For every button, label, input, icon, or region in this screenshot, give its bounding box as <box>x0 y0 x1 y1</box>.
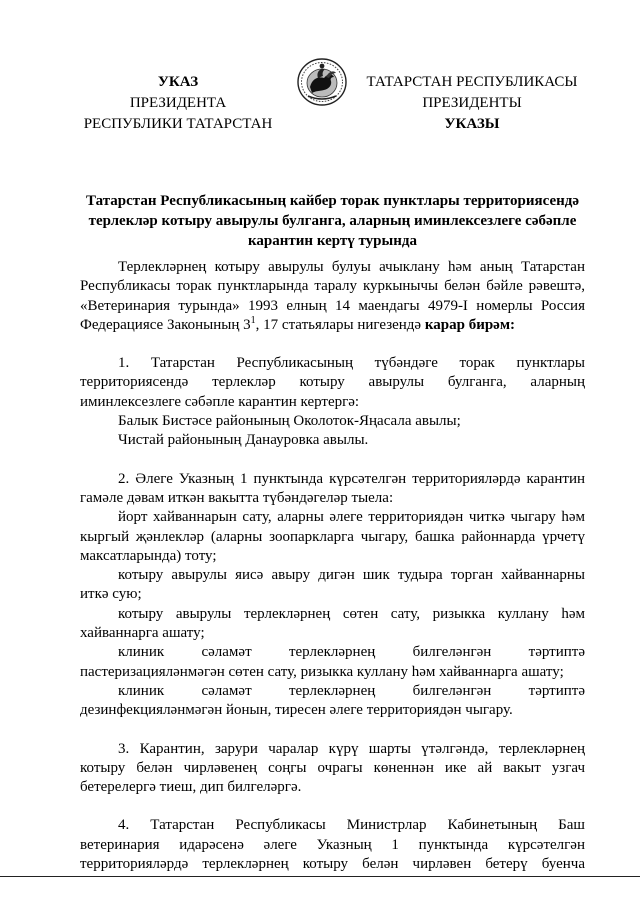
preamble-line3: «Ветеринария турында» 1993 елның 14 маендагы 4979-I номерлы Россия <box>80 297 585 314</box>
preamble-line4-b: , 17 статьялары нигезендә <box>255 316 425 333</box>
item3-line1: 3. Карантин, зарури чаралар күрү шарты үтәлгәндә, терлекләрнең <box>118 740 585 757</box>
header-left-line2: ПРЕЗИДЕНТА <box>129 95 227 111</box>
item4-line2: ветеринария идарәсенә әлеге Указның 1 пунктында күрсәтелгән <box>80 836 585 853</box>
header-tatar <box>360 72 584 135</box>
item4-line1: 4. Татарстан Республикасы Министрлар Кабинетының Баш <box>118 817 585 834</box>
document-title <box>80 191 585 251</box>
preamble-line1: Терлекләрнең котыру авырулы булуы ачыклану һәм аның Татарстан <box>118 259 585 275</box>
item3-line3: бетерелергә тиеш, дип билгеләргә. <box>80 779 302 796</box>
item2-line2: гамәле дәвам иткән вакытта түбәндәгеләр тыела: <box>80 489 394 506</box>
header-russian <box>78 72 278 135</box>
preamble-line4-a: Федерациясе Законының 3 <box>80 316 251 333</box>
coat-of-arms-icon <box>296 57 348 107</box>
item4-line3: территорияләрдә терлекләрнең котыру белән чирләвен бетерү буенча <box>80 856 585 873</box>
item1-line2: территориясендә терлекләр котыру авырулы булганга, аларның <box>80 374 585 391</box>
item2-b3-line1: котыру авырулы терлекләрнең сөтен сату, ризыкка куллану һәм <box>118 605 585 622</box>
item2-b3-line2: хайваннарга ашату; <box>80 625 205 642</box>
item1-sub2: Чистай районының Данауровка авылы. <box>118 432 369 449</box>
item2-b5-line1: клиник сәламәт терлекләрнең билгеләнгән тәртиптә <box>118 682 585 699</box>
item1-sub1: Балык Бистәсе районының Околоток-Яңасала авылы; <box>118 413 461 430</box>
item1-line3: иминлексезлеге сәбәпле карантин кертергә: <box>80 393 360 410</box>
preamble-line2: Республикасы торак пунктларында таралу куркынычы белән бәйле рәвештә, <box>80 278 585 295</box>
item2-b4-line2: пастеризацияләнмәгән сөтен сату, ризыкка куллану һәм хайваннарга ашату; <box>80 663 564 680</box>
header-right-line3: УКАЗЫ <box>444 116 500 132</box>
item2-b1-line2: кыргый җәнлекләр (аларны зоопаркларга чыгару, башка районнарда үрчетү <box>80 528 585 545</box>
document-body <box>80 258 585 874</box>
title-line2: терлекләр котыру авырулы булганга, аларның иминлексезлеге сәбәпле <box>88 213 577 229</box>
header-left-line3: РЕСПУБЛИКИ ТАТАРСТАН <box>83 116 273 132</box>
preamble-line4 <box>80 316 585 335</box>
header-right-line1: ТАТАРСТАН РЕСПУБЛИКАСЫ <box>366 74 578 90</box>
item2-b1-line1: йорт хайваннарын сату, аларны әлеге территориядән читкә чыгару һәм <box>118 509 585 526</box>
title-line3: карантин кертү турында <box>248 233 417 249</box>
title-line1: Татарстан Республикасының кайбер торак пунктлары территориясендә <box>85 193 580 209</box>
item3-line2: котыру белән чирләвенең соңгы очрагы көненнән ике ай вакыт узгач <box>80 759 585 776</box>
page-bottom-edge <box>0 876 640 877</box>
item2-b2-line2: иткә сую; <box>80 586 142 603</box>
item2-b5-line2: дезинфекцияләнмәгән йонын, тиресен әлеге территориядән чыгару. <box>80 702 513 719</box>
preamble-superscript: 1 <box>250 314 256 326</box>
header-left-line1: УКАЗ <box>157 74 199 90</box>
item2-b4-line1: клиник сәламәт терлекләрнең билгеләнгән тәртиптә <box>118 644 585 661</box>
item2-line1: 2. Әлеге Указның 1 пунктында күрсәтелгән территорияләрдә карантин <box>118 470 585 487</box>
item1-line1: 1. Татарстан Республикасының түбәндәге торак пунктлары <box>118 355 585 372</box>
header-right-line2: ПРЕЗИДЕНТЫ <box>422 95 522 111</box>
item2-b1-line3: максатларында) тоту; <box>80 547 217 564</box>
preamble-decree-phrase: карар бирәм: <box>424 316 516 333</box>
item2-b2-line1: котыру авырулы яисә авыру дигән шик тудыра торган хайваннарны <box>118 567 585 584</box>
